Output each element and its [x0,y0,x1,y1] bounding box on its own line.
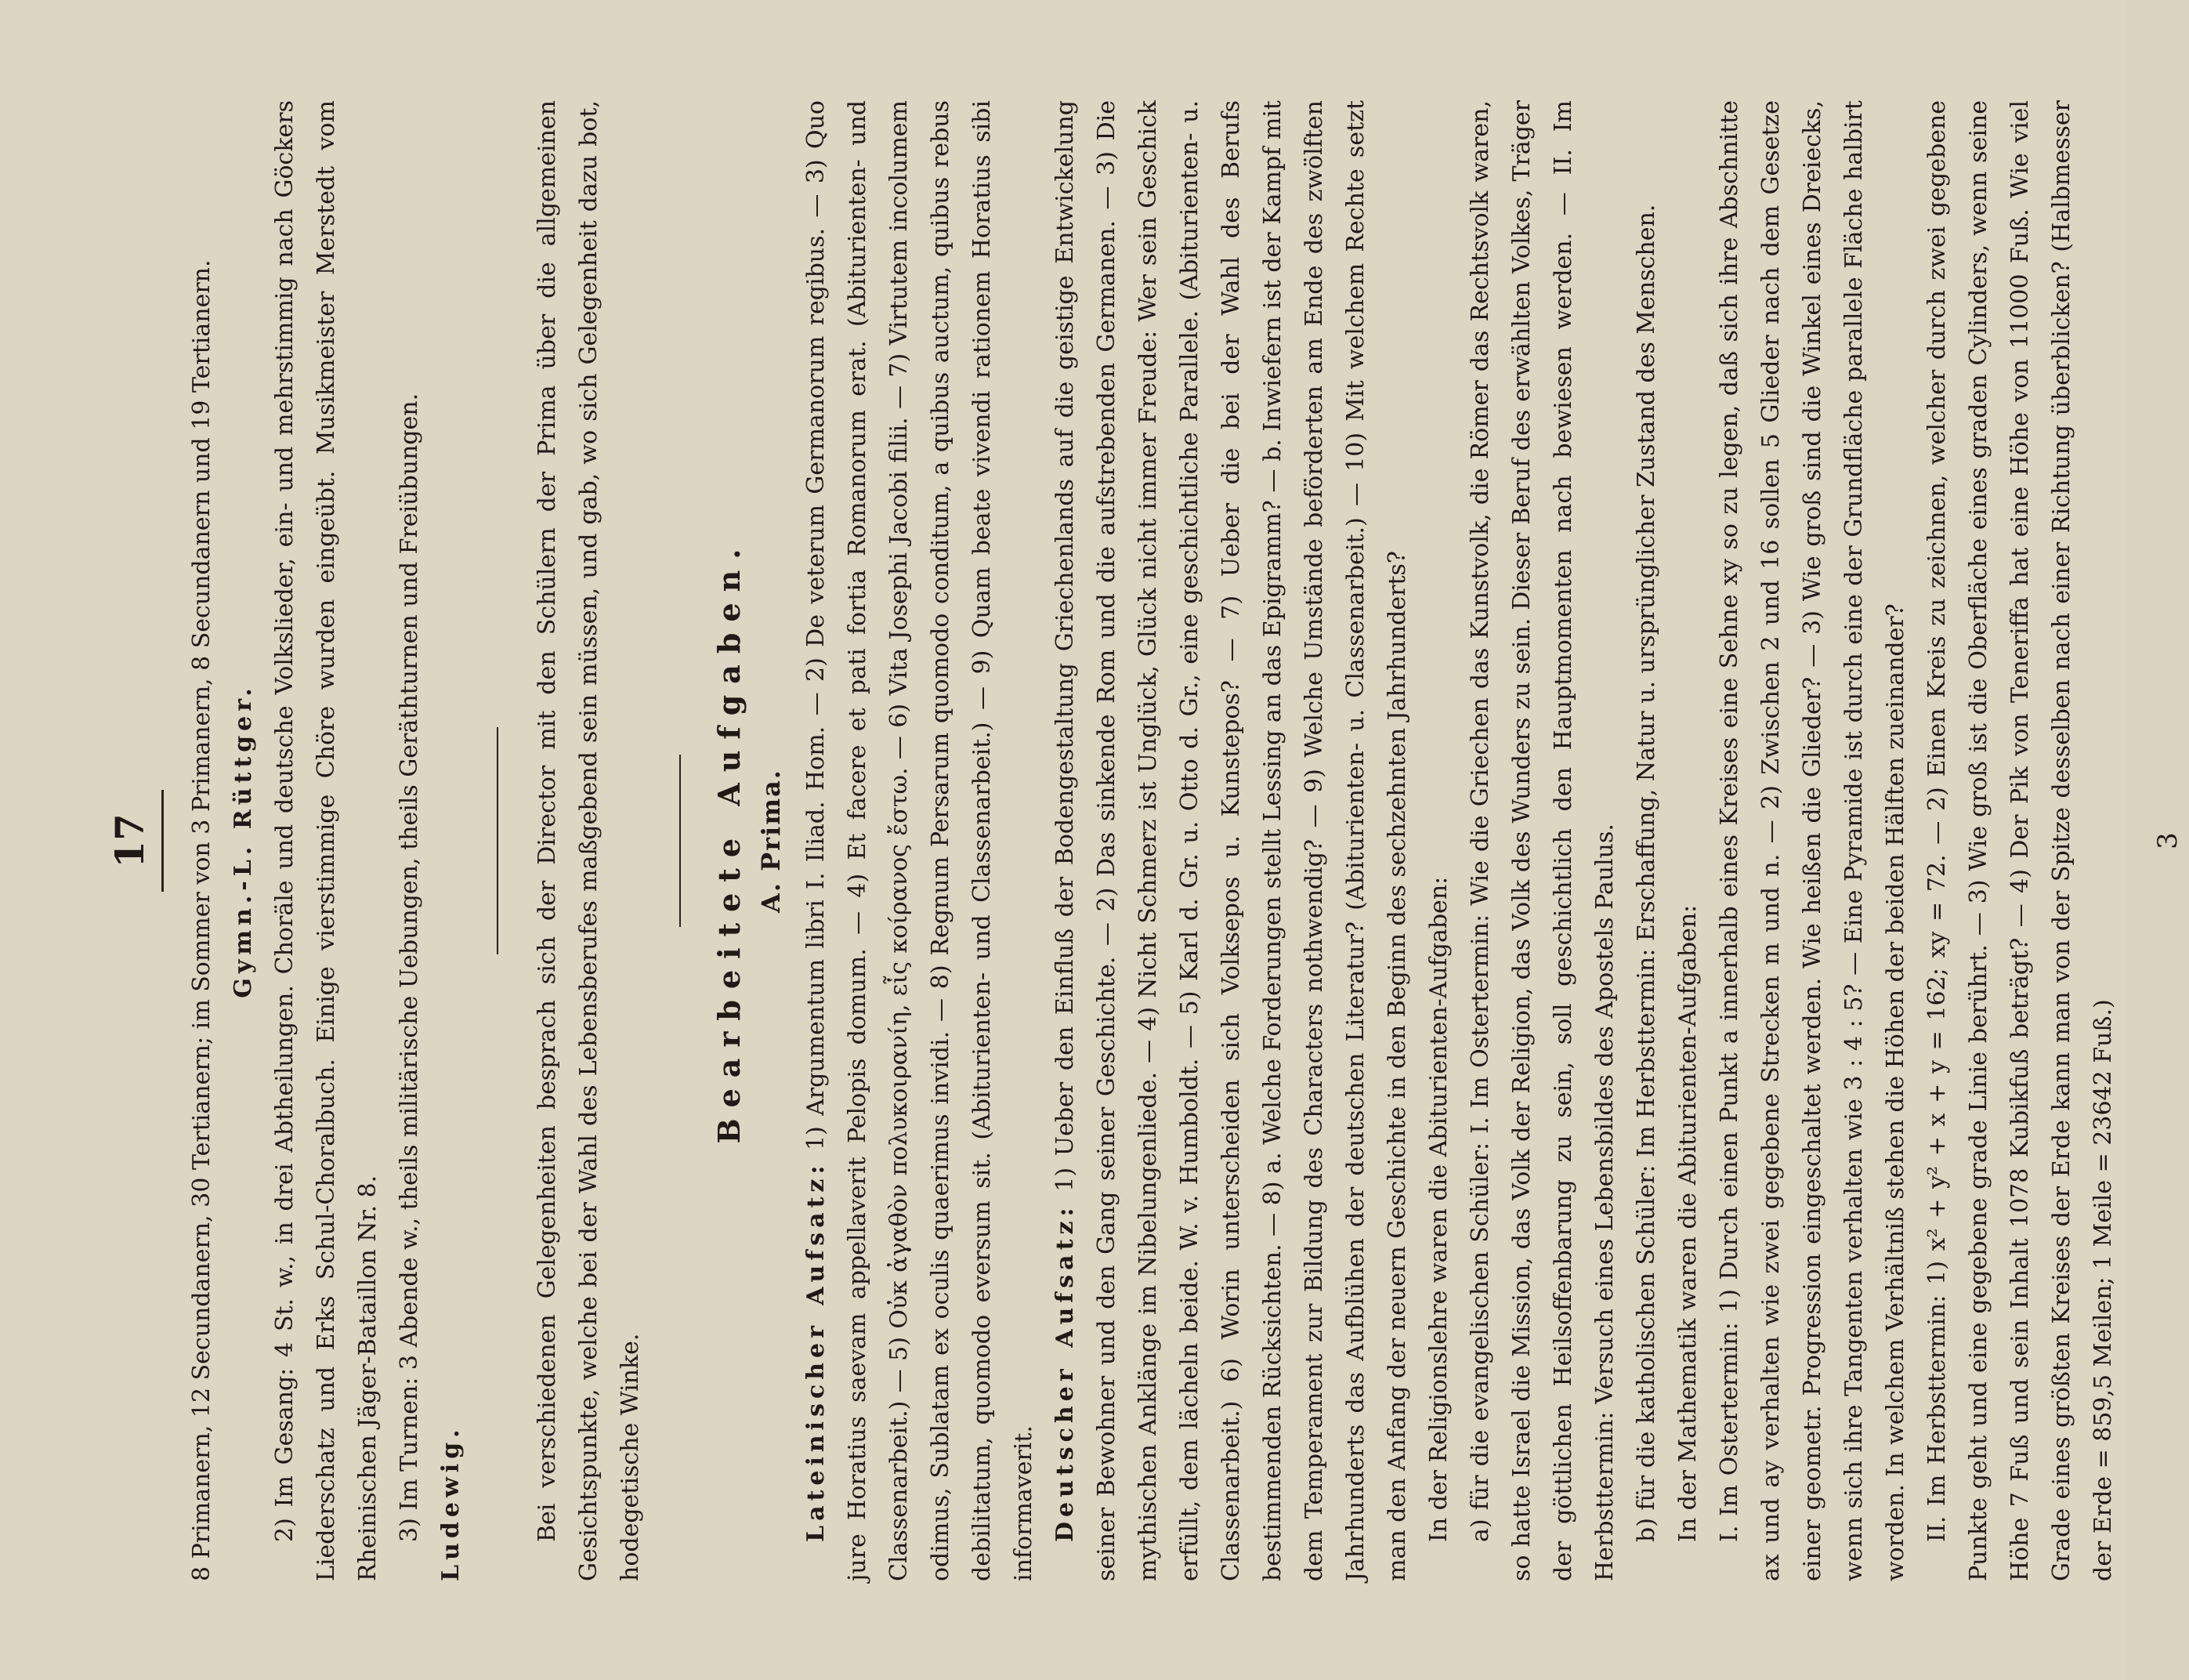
math-I: I. Im Ostertermin: 1) Durch einen Punkt a innerhalb eines Kreises eine Sehne xy so zu legen, daß sich ihre Abschnitte ax und ay verhalten wie zwei gegebene Strecken m und n. — 2) Zwischen 2 und 16 sollen 5 Glieder nach dem Gesetze einer geometr. Progression eingeschaltet werden. Wie heißen die Glieder? — 3) Wie groß sind die Winkel eines Dreiecks, wenn sich ihre Tangenten verhalten wie 3 : 4 : 5? — Eine Pyramide ist durch eine der Grundfläche parallele Fläche halbirt worden. In welchem Verhältniß stehen die Höhen der beiden Hälften zueinander? [1716,100,1909,1581]
signature-mark: 3 [2152,832,2184,849]
religion-intro: In der Religionslehre waren die Abiturienten-Aufgaben: [1425,876,1453,1542]
intro-teacher: Gymn.-L. Rüttger. [230,683,257,998]
divider-rule-1 [497,727,498,954]
page-number-rule [161,790,164,892]
german-paragraph [1044,100,1418,1581]
religion-a: a) für die evangelischen Schüler: I. Im Ostertermin: Wie die Griechen das Kunstvolk, die Römer das Rechtsvolk waren, so hatte Israel die Mission, das Volk der Religion, das Volk des Wunders zu sein. Dieser Beruf des erwählten Volkes, Träger der göttlichen Heilsoffenbarung zu sein, soll geschichtlich den Hauptmomenten nach bewiesen werden. — II. Im Herbsttermin: Versuch eines Lebensbildes des Apostels Paulus. [1467,100,1619,1581]
divider-rule-2 [679,755,681,927]
page-number: 17 [107,813,153,868]
math-intro: In der Mathematik waren die Abiturienten-Aufgaben: [1674,904,1702,1542]
math-II: II. Im Herbsttermin: 1) x² + y² + x + y = 162; xy = 72. — 2) Einen Kreis zu zeichnen, welcher durch zwei gegebene Punkte geht und eine gegebene grade Linie berührt. — 3) Wie groß ist die Oberfläche eines graden Cylinders, wenn seine Höhe 7 Fuß und sein Inhalt 1078 Kubikfuß beträgt? — 4) Der Pik von Teneriffa hat eine Höhe von 11000 Fuß. Wie viel Grade eines größten Kreises der Erde kann man von der Spitze desselben nach einer Richtung überblicken? (Halbmesser der Erde = 859,5 Meilen; 1 Meile = 23642 Fuß.) [1923,100,2117,1581]
german-label: Deutscher Aufsatz: [1051,1203,1079,1542]
turnen-teacher: Ludewig. [437,1425,465,1581]
intro-line: 8 Primanern, 12 Secundanern, 30 Tertianern; im Sommer von 3 Primanern, 8 Secundanern und 19 Tertianern. [188,259,215,1581]
turnen-paragraph: 3) Im Turnen: 3 Abende w., theils militärische Uebungen, theils Geräthturnen und Freiübungen. [396,393,423,1542]
latin-paragraph [795,100,1044,1581]
german-text: 1) Ueber den Einfluß der Bodengestaltung Griechenlands auf die geistige Entwickelung seiner Bewohner und den Gang seiner Geschichte. — 2) Das sinkende Rom und die aufstrebenden Germanen. — 3) Die mythischen Anklänge im Nibelungenliede. — 4) Nicht Schmerz ist Unglück, Glück nicht immer Freude: Wer sein Geschick erfüllt, dem lächeln beide. W. v. Humboldt. — 5) Karl d. Gr. u. Otto d. Gr., eine geschichtliche Parallele. (Abiturienten- u. Classenarbeit.) 6) Worin unterscheiden sich Volksepos u. Kunstepos? — 7) Ueber die bei der Wahl des Berufs bestimmenden Rücksichten. — 8) a. Welche Forderungen stellt Lessing an das Epigramm? — b. Inwiefern ist der Kampf mit dem Temperament zur Bildung des Characters nothwendig? — 9) Welche Umstände beförderten am Ende des zwölften Jahrhunderts das Aufblühen der deutschen Literatur? (Abiturienten- u. Classenarbeit.) — 10) Mit welchem Rechte setzt man den Anfang der neuern Geschichte in den Beginn des sechzehnten Jahrhunderts? [1051,100,1411,1581]
religion-b: b) für die katholischen Schüler: Im Herbsttermin: Erschaffung, Natur u. ursprünglicher Zustand des Menschen. [1633,204,1660,1542]
latin-label: Lateinischer Aufsatz: [802,1160,830,1542]
director-paragraph: Bei verschiedenen Gelegenheiten besprach sich der Director mit den Schülern der Prima über die allgemeinen Gesichtspunkte, welche bei der Wahl des Lebensberufes maßgebend sein müssen, und gab, wo sich Gelegenheit dazu bot, hodegetische Winke. [534,100,644,1581]
rotated-page [75,53,2184,1628]
section-title: Bearbeitete Aufgaben. [711,538,747,1144]
subsection-title: A. Prima. [756,769,786,913]
song-paragraph: 2) Im Gesang: 4 St. w., in drei Abtheilungen. Choräle und deutsche Volkslieder, ein- und mehrstimmig nach Göckers Liederschatz und Erks Schul-Choralbuch. Einige vierstimmige Chöre wurden eingeübt. Musikmeister Merstedt vom Rheinischen Jäger-Bataillon Nr. 8. [271,100,382,1581]
latin-text: 1) Argumentum libri I. Iliad. Hom. — 2) De veterum Germanorum regibus. — 3) Quo jure Horatius saevam appellaverit Pelopis domum. — 4) Et facere et pati fortia Romanorum erat. (Abiturienten- und Classenarbeit.) — 5) Οὐκ ἀγαθὸν πολυκοιρανίη, εἷς κοίρανος ἔστω. — 6) Vita Josephi Jacobi filii. — 7) Virtutem incolumem odimus, Sublatam ex oculis quaerimus invidi. — 8) Regnum Persarum quomodo conditum, a quibus auctum, quibus rebus debilitatum, quomodo eversum sit. (Abiturienten- und Classenarbeit.) — 9) Quam beate vivendi rationem Horatius sibi informaverit. [802,100,1037,1581]
